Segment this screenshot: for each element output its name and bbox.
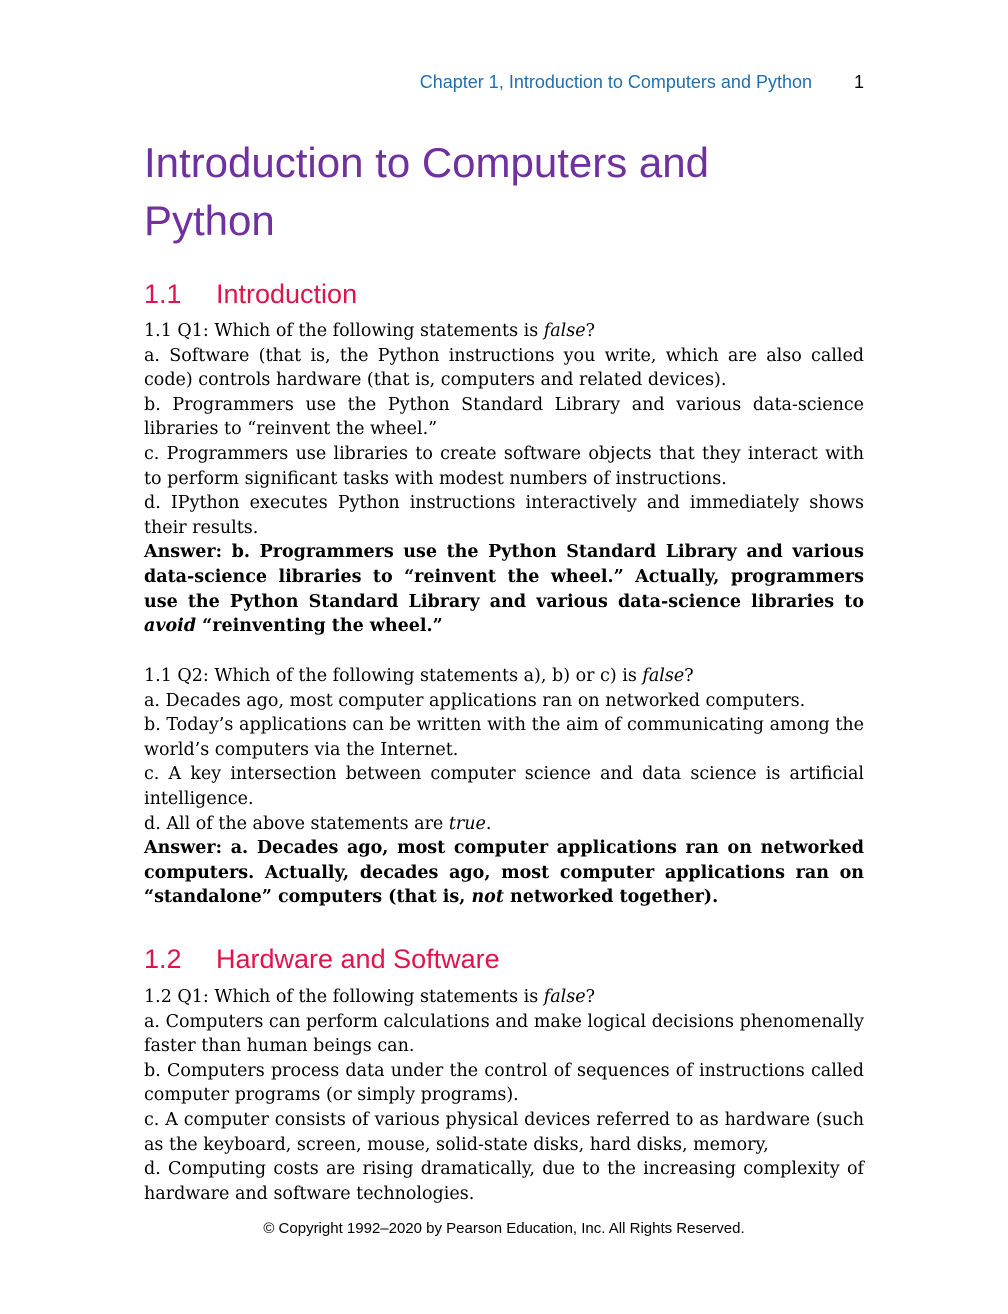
option-b: b. Computers process data under the control of sequences of instructions called computer programs (or simply programs). [144,1060,864,1106]
question-prompt: 1.2 Q1: Which of the following statements is false? [144,987,595,1007]
section-title: Introduction [216,279,358,309]
section-heading-1-1 [144,276,864,312]
section-title: Hardware and Software [216,944,500,974]
option-d: d. Computing costs are rising dramatically, due to the increasing complexity of hardware and software technologies. [144,1159,864,1204]
page-number: 1 [853,72,864,92]
option-c: c. A computer consists of various physical devices referred to as hardware (such as the keyboard, screen, mouse, solid-state disks, hard disks, memory, [144,1109,864,1155]
option-a: a. Software (that is, the Python instructions you write, which are also called code) controls hardware (that is, computers and related devices). [144,345,864,391]
question-1-1-q1 [144,319,864,639]
section-number: 1.2 [144,944,182,974]
answer: Answer: b. Programmers use the Python Standard Library and various data-science libraries to “reinvent the wheel.” Actually, programmers use the Python Standard Library and various data-science libraries to avoid “reinventing the wheel.” [144,542,864,637]
option-a: a. Computers can perform calculations and make logical decisions phenomenally faster than human beings can. [144,1011,864,1057]
option-d: d. IPython executes Python instructions interactively and immediately shows their results. [144,493,864,538]
question-prompt: 1.1 Q2: Which of the following statements a), b) or c) is false? [144,666,694,686]
chapter-title [144,134,864,250]
section-number: 1.1 [144,279,182,309]
option-b: b. Programmers use the Python Standard Library and various data-science libraries to “reinvent the wheel.” [144,394,864,440]
running-header-title: Chapter 1, Introduction to Computers and Python [419,72,812,92]
question-1-1-q2 [144,664,864,910]
question-prompt: 1.1 Q1: Which of the following statements is false? [144,321,595,341]
answer: Answer: a. Decades ago, most computer applications ran on networked computers. Actually, decades ago, most computer applications ran on “standalone” computers (that is, not networked together). [144,838,864,908]
chapter-title-line-2: Python [144,197,275,244]
option-a: a. Decades ago, most computer applications ran on networked computers. [144,690,806,711]
question-1-2-q1 [144,985,864,1206]
option-c: c. Programmers use libraries to create software objects that they interact with to perform significant tasks with modest numbers of instructions. [144,443,864,489]
chapter-title-line-1: Introduction to Computers and [144,139,709,186]
section-heading-1-2 [144,941,864,977]
copyright-footer: © Copyright 1992–2020 by Pearson Education, Inc. All Rights Reserved. [263,1220,745,1237]
option-b: b. Today’s applications can be written with the aim of communicating among the world’s computers via the Internet. [144,715,864,760]
option-c: c. A key intersection between computer science and data science is artificial intelligence. [144,764,864,809]
running-header [144,72,864,98]
option-d: d. All of the above statements are true. [144,813,492,834]
